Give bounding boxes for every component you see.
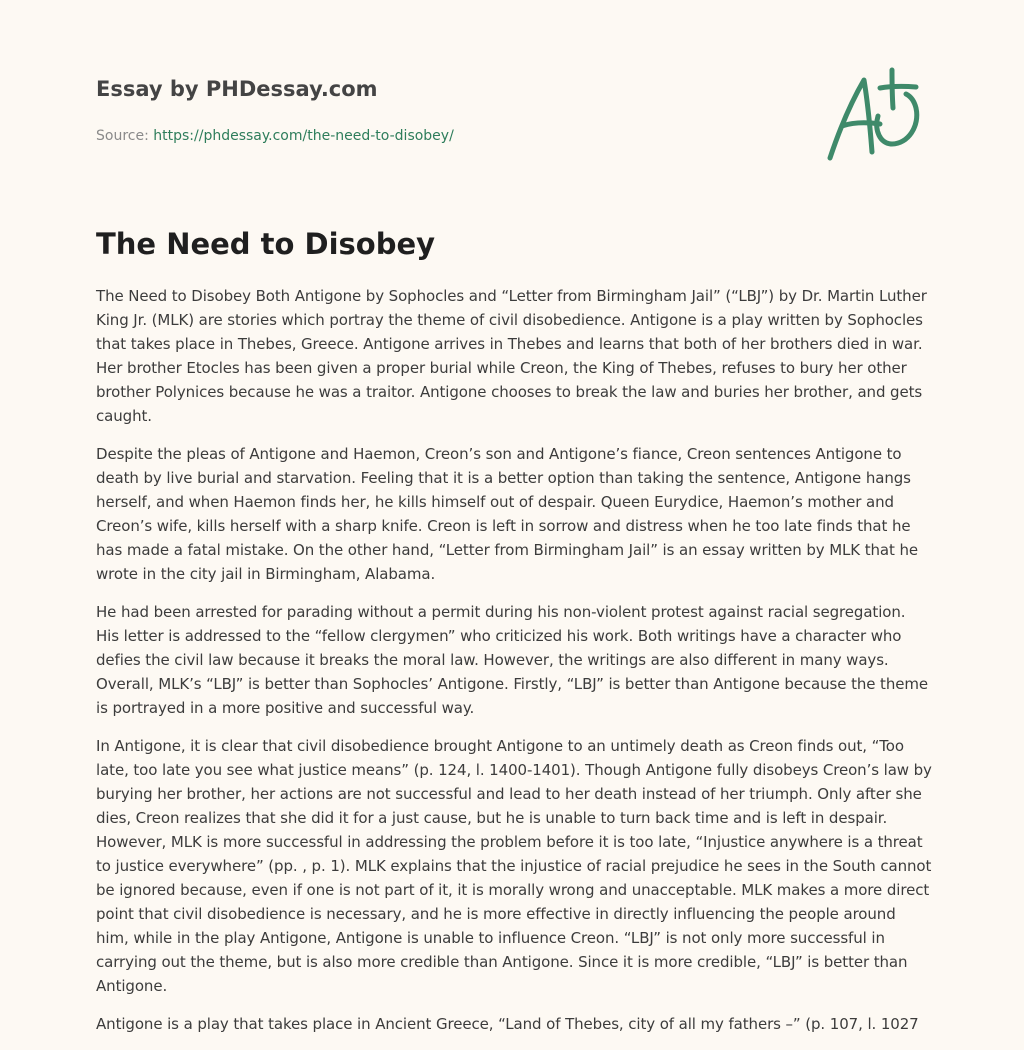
source-link[interactable]: https://phdessay.com/the-need-to-disobey/ <box>153 128 454 144</box>
essay-header <box>96 74 696 146</box>
page-title: The Need to Disobey <box>96 227 436 261</box>
essay-paragraph: He had been arrested for parading without a permit during his non-violent protest against racial segregation. His letter is addressed to the “fellow clergymen” who criticized his work. Both writings have a character who defies the civil law because it breaks the moral law. However, the writings are also different in many ways. Overall, MLK’s “LBJ” is better than Sophocles’ Antigone. Firstly, “LBJ” is better than Antigone because the theme is portrayed in a more positive and successful way. <box>96 603 929 717</box>
essay-paragraph: Despite the pleas of Antigone and Haemon, Creon’s son and Antigone’s fiance, Creon sentences Antigone to death by live burial and starvation. Feeling that it is a better option than taking the sentence, Antigone hangs herself, and when Haemon finds her, he kills himself out of despair. Queen Eurydice, Haemon’s mother and Creon’s wife, kills herself with a sharp knife. Creon is left in sorrow and distress when he too late finds that he has made a fatal mistake. On the other hand, “Letter from Birmingham Jail” is an essay written by MLK that he wrote in the city jail in Birmingham, Alabama. <box>96 445 918 583</box>
a-plus-grade-icon <box>820 64 932 168</box>
essay-paragraph: In Antigone, it is clear that civil disobedience brought Antigone to an untimely death as Creon finds out, “Too late, too late you see what justice means” (p. 124, l. 1400-1401). Though Antigone fully disobeys Creon’s law by burying her brother, her actions are not successful and lead to her death instead of her triumph. Only after she dies, Creon realizes that she did it for a just cause, but he is unable to turn back time and is left in despair. However, MLK is more successful in addressing the problem before it is too late, “Injustice anywhere is a threat to justice everywhere” (pp. , p. 1). MLK explains that the injustice of racial prejudice he sees in the South cannot be ignored because, even if one is not part of it, it is morally wrong and unacceptable. MLK makes a more direct point that civil disobedience is necessary, and he is more effective in directly influencing the people around him, while in the play Antigone, Antigone is unable to influence Creon. “LBJ” is not only more successful in carrying out the theme, but is also more credible than Antigone. Since it is more credible, “LBJ” is better than Antigone. <box>96 737 932 995</box>
essay-paragraph: Antigone is a play that takes place in Ancient Greece, “Land of Thebes, city of all my fathers –” (p. 107, l. 1027 <box>96 1015 919 1033</box>
essay-body <box>96 284 932 1050</box>
site-title: Essay by PHDessay.com <box>96 77 378 101</box>
essay-paragraph: The Need to Disobey Both Antigone by Sophocles and “Letter from Birmingham Jail” (“LBJ”) by Dr. Martin Luther King Jr. (MLK) are stories which portray the theme of civil disobedience. Antigone is a play written by Sophocles that takes place in Thebes, Greece. Antigone arrives in Thebes and learns that both of her brothers died in war. Her brother Etocles has been given a proper burial while Creon, the King of Thebes, refuses to bury her other brother Polynices because he was a traitor. Antigone chooses to break the law and buries her brother, and gets caught. <box>96 287 927 425</box>
source-label: Source: <box>96 128 154 144</box>
source-line <box>96 126 696 146</box>
